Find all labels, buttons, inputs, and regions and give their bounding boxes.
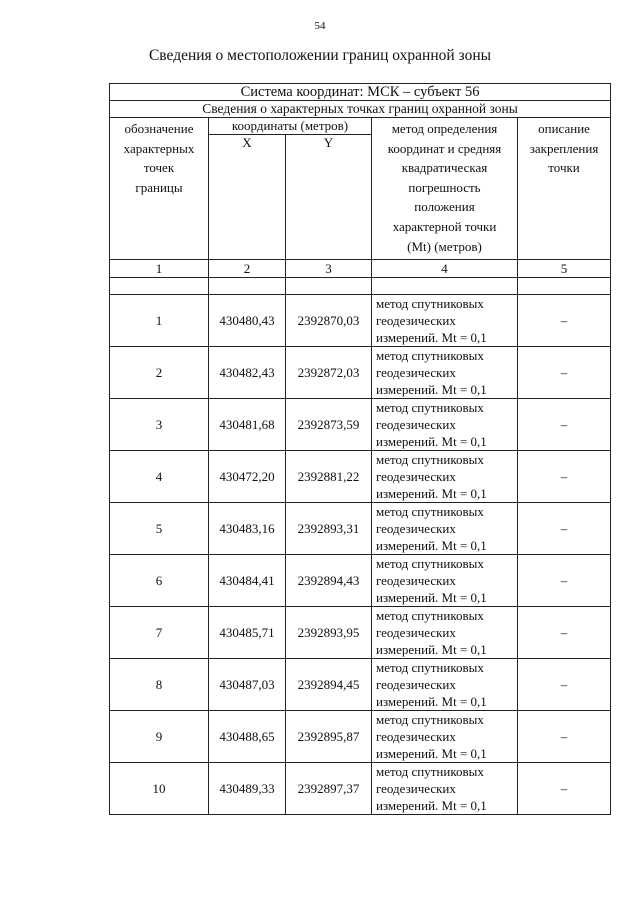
col-header-fixing-description <box>518 118 611 260</box>
x-coordinate-cell: 430489,33 <box>209 763 286 815</box>
table-row <box>110 347 611 399</box>
method-line: измерений. Mt = 0,1 <box>376 798 487 813</box>
method-line: метод спутниковых <box>376 296 484 311</box>
method-line: геодезических <box>376 781 456 796</box>
table-row <box>110 555 611 607</box>
point-number-cell: 8 <box>110 659 209 711</box>
method-cell <box>372 555 518 607</box>
point-number-cell: 4 <box>110 451 209 503</box>
header-line: точки <box>548 160 580 176</box>
y-coordinate-cell: 2392881,22 <box>286 451 372 503</box>
col-header-method <box>372 118 518 260</box>
x-coordinate-cell: 430480,43 <box>209 295 286 347</box>
fixing-description-cell: – <box>518 503 611 555</box>
header-line: границы <box>135 179 183 195</box>
fixing-description-cell: – <box>518 555 611 607</box>
fixing-description-cell: – <box>518 763 611 815</box>
fixing-description-cell: – <box>518 451 611 503</box>
x-coordinate-cell: 430482,43 <box>209 347 286 399</box>
coord-system-header: Система координат: МСК – субъект 56 <box>110 84 611 101</box>
method-cell <box>372 295 518 347</box>
table-row <box>110 763 611 815</box>
y-coordinate-cell: 2392895,87 <box>286 711 372 763</box>
empty-cell <box>518 278 611 295</box>
method-line: измерений. Mt = 0,1 <box>376 694 487 709</box>
empty-cell <box>372 278 518 295</box>
method-line: измерений. Mt = 0,1 <box>376 590 487 605</box>
method-line: метод спутниковых <box>376 764 484 779</box>
method-line: метод спутниковых <box>376 556 484 571</box>
method-cell <box>372 763 518 815</box>
method-line: геодезических <box>376 469 456 484</box>
method-line: измерений. Mt = 0,1 <box>376 746 487 761</box>
boundary-points-table <box>109 83 611 815</box>
column-number: 5 <box>518 260 611 278</box>
point-number-cell: 5 <box>110 503 209 555</box>
y-coordinate-cell: 2392894,45 <box>286 659 372 711</box>
point-number-cell: 10 <box>110 763 209 815</box>
x-coordinate-cell: 430487,03 <box>209 659 286 711</box>
point-number-cell: 6 <box>110 555 209 607</box>
fixing-description-cell: – <box>518 659 611 711</box>
method-line: измерений. Mt = 0,1 <box>376 486 487 501</box>
method-line: геодезических <box>376 313 456 328</box>
method-cell <box>372 399 518 451</box>
method-line: измерений. Mt = 0,1 <box>376 382 487 397</box>
header-line: погрешность <box>408 179 481 195</box>
method-line: геодезических <box>376 521 456 536</box>
table-row <box>110 295 611 347</box>
table-row <box>110 711 611 763</box>
method-cell <box>372 503 518 555</box>
x-coordinate-cell: 430472,20 <box>209 451 286 503</box>
x-coordinate-cell: 430483,16 <box>209 503 286 555</box>
col-header-y: Y <box>286 135 372 260</box>
column-number: 2 <box>209 260 286 278</box>
header-line: координат и средняя <box>387 140 502 156</box>
method-line: измерений. Mt = 0,1 <box>376 642 487 657</box>
fixing-description-cell: – <box>518 399 611 451</box>
header-line: положения <box>414 199 475 215</box>
column-number: 1 <box>110 260 209 278</box>
method-cell <box>372 659 518 711</box>
data-rows <box>110 295 611 815</box>
header-line: метод определения <box>391 121 498 136</box>
y-coordinate-cell: 2392873,59 <box>286 399 372 451</box>
column-number: 3 <box>286 260 372 278</box>
header-line: обозначение <box>124 121 194 136</box>
fixing-description-cell: – <box>518 347 611 399</box>
empty-cell <box>286 278 372 295</box>
method-line: геодезических <box>376 729 456 744</box>
method-line: измерений. Mt = 0,1 <box>376 434 487 449</box>
method-line: геодезических <box>376 677 456 692</box>
point-number-cell: 2 <box>110 347 209 399</box>
table-row <box>110 659 611 711</box>
point-number-cell: 7 <box>110 607 209 659</box>
x-coordinate-cell: 430485,71 <box>209 607 286 659</box>
header-line: точек <box>143 160 175 176</box>
method-line: метод спутниковых <box>376 608 484 623</box>
x-coordinate-cell: 430488,65 <box>209 711 286 763</box>
method-line: метод спутниковых <box>376 504 484 519</box>
method-line: геодезических <box>376 625 456 640</box>
header-line: квадратическая <box>401 160 488 176</box>
col-header-point-designation <box>110 118 209 260</box>
method-cell <box>372 451 518 503</box>
point-number-cell: 1 <box>110 295 209 347</box>
fixing-description-cell: – <box>518 711 611 763</box>
method-line: геодезических <box>376 365 456 380</box>
y-coordinate-cell: 2392870,03 <box>286 295 372 347</box>
empty-cell <box>209 278 286 295</box>
method-line: геодезических <box>376 573 456 588</box>
y-coordinate-cell: 2392897,37 <box>286 763 372 815</box>
table-row <box>110 451 611 503</box>
method-line: геодезических <box>376 417 456 432</box>
method-line: измерений. Mt = 0,1 <box>376 538 487 553</box>
column-number: 4 <box>372 260 518 278</box>
page-number: 54 <box>314 20 326 32</box>
col-header-coordinates: координаты (метров) <box>209 118 372 135</box>
y-coordinate-cell: 2392894,43 <box>286 555 372 607</box>
point-number-cell: 3 <box>110 399 209 451</box>
fixing-description-cell: – <box>518 607 611 659</box>
table-row <box>110 607 611 659</box>
method-cell <box>372 607 518 659</box>
method-line: метод спутниковых <box>376 660 484 675</box>
x-coordinate-cell: 430481,68 <box>209 399 286 451</box>
col-header-x: X <box>209 135 286 260</box>
method-line: метод спутниковых <box>376 712 484 727</box>
header-line: описание <box>538 121 590 136</box>
method-line: измерений. Mt = 0,1 <box>376 330 487 345</box>
section-header: Сведения о характерных точках границ охранной зоны <box>110 101 611 118</box>
document-title: Сведения о местоположении границ охранной зоны <box>148 47 492 64</box>
header-line: характерных <box>123 140 195 156</box>
method-line: метод спутниковых <box>376 452 484 467</box>
method-line: метод спутниковых <box>376 348 484 363</box>
method-cell <box>372 711 518 763</box>
fixing-description-cell: – <box>518 295 611 347</box>
table-row <box>110 503 611 555</box>
y-coordinate-cell: 2392872,03 <box>286 347 372 399</box>
header-line: закрепления <box>529 140 599 156</box>
y-coordinate-cell: 2392893,31 <box>286 503 372 555</box>
empty-cell <box>110 278 209 295</box>
x-coordinate-cell: 430484,41 <box>209 555 286 607</box>
y-coordinate-cell: 2392893,95 <box>286 607 372 659</box>
method-line: метод спутниковых <box>376 400 484 415</box>
point-number-cell: 9 <box>110 711 209 763</box>
method-cell <box>372 347 518 399</box>
table-row <box>110 399 611 451</box>
header-line: характерной точки <box>392 218 497 234</box>
header-line: (Mt) (метров) <box>407 238 482 254</box>
